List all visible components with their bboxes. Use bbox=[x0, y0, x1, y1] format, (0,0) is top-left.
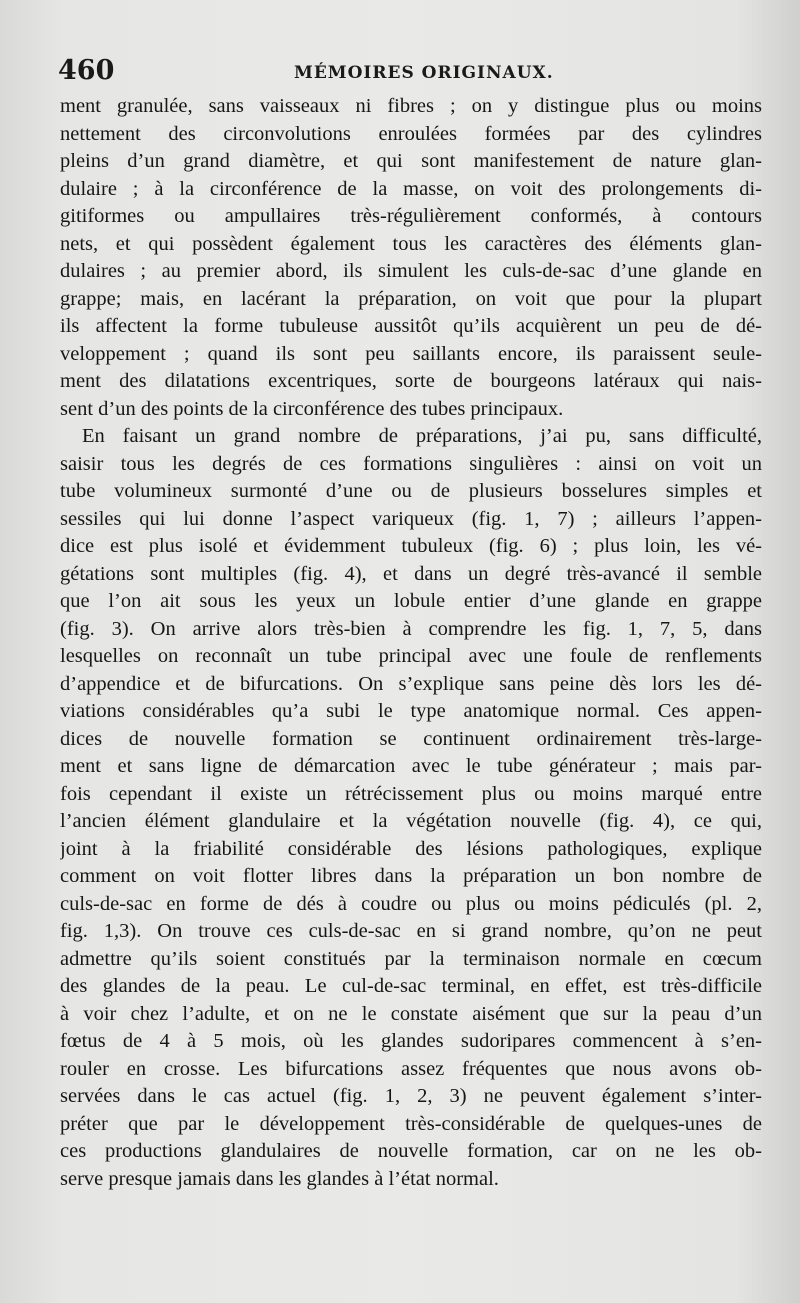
text-line: lesquelles on reconnaît un tube principal avec une foule de renflements bbox=[60, 645, 762, 667]
text-line: préter que par le développement très-considérable de quelques-unes de bbox=[60, 1112, 762, 1135]
text-line: serve presque jamais dans les glandes à l’état normal. bbox=[60, 1167, 499, 1190]
text-line: que l’on ait sous les yeux un lobule entier d’une glande en grappe bbox=[60, 590, 762, 612]
text-line: ment et sans ligne de démarcation avec le tube générateur ; mais par- bbox=[60, 755, 762, 777]
text-line: viations considérables qu’a subi le type anatomique normal. Ces appen- bbox=[60, 700, 762, 722]
text-line: (fig. 3). On arrive alors très-bien à comprendre les fig. 1, 7, 5, dans bbox=[60, 617, 762, 640]
text-line: comment on voit flotter libres dans la préparation un bon nombre de bbox=[60, 865, 762, 887]
text-line: ces productions glandulaires de nouvelle formation, car on ne les ob- bbox=[60, 1140, 762, 1162]
text-line: dulaire ; à la circonférence de la masse, on voit des prolongements di- bbox=[60, 177, 762, 200]
page-header bbox=[58, 54, 740, 88]
text-line: sessiles qui lui donne l’aspect variqueux (fig. 1, 7) ; ailleurs l’appen- bbox=[60, 507, 762, 530]
text-line: gitiformes ou ampullaires très-régulièrement conformés, à contours bbox=[60, 205, 762, 227]
text-line: veloppement ; quand ils sont peu saillants encore, ils paraissent seule- bbox=[60, 342, 762, 365]
page-number: 460 bbox=[58, 55, 115, 86]
text-line: ils affectent la forme tubuleuse aussitôt qu’ils acquièrent un peu de dé- bbox=[60, 315, 762, 337]
text-line: sent d’un des points de la circonférence des tubes principaux. bbox=[60, 397, 564, 420]
text-line: pleins d’un grand diamètre, et qui sont manifestement de nature glan- bbox=[60, 150, 762, 172]
text-line: fig. 1,3). On trouve ces culs-de-sac en si grand nombre, qu’on ne peut bbox=[60, 920, 762, 942]
text-line: gétations sont multiples (fig. 4), et dans un degré très-avancé il semble bbox=[60, 562, 762, 585]
text-line: ment granulée, sans vaisseaux ni fibres ; on y distingue plus ou moins bbox=[60, 95, 762, 117]
text-line: joint à la friabilité considérable des lésions pathologiques, explique bbox=[60, 837, 762, 860]
text-line: nets, et qui possèdent également tous les caractères des éléments glan- bbox=[60, 232, 762, 255]
text-line: d’appendice et de bifurcations. On s’explique sans peine dès lors les dé- bbox=[60, 672, 762, 695]
text-line: En faisant un grand nombre de préparations, j’ai pu, sans difficulté, bbox=[82, 425, 762, 447]
text-line: nettement des circonvolutions enroulées formées par des cylindres bbox=[60, 122, 762, 145]
text-line: fois cependant il existe un rétrécissement plus ou moins marqué entre bbox=[60, 782, 762, 805]
text-line: l’ancien élément glandulaire et la végétation nouvelle (fig. 4), ce qui, bbox=[60, 810, 762, 832]
running-head: MÉMOIRES ORIGINAUX. bbox=[294, 63, 554, 83]
text-line: à voir chez l’adulte, et on ne le constate aisément que sur la peau d’un bbox=[60, 1002, 762, 1025]
text-line: saisir tous les degrés de ces formations singulières : ainsi on voit un bbox=[60, 452, 762, 475]
text-line: rouler en crosse. Les bifurcations assez fréquentes que nous avons ob- bbox=[60, 1057, 762, 1080]
text-line: des glandes de la peau. Le cul-de-sac terminal, en effet, est très-difficile bbox=[60, 975, 762, 997]
text-line: dice est plus isolé et évidemment tubuleux (fig. 6) ; plus loin, les vé- bbox=[60, 535, 762, 557]
text-line: admettre qu’ils soient constitués par la terminaison normale en cœcum bbox=[60, 947, 762, 970]
text-line: servées dans le cas actuel (fig. 1, 2, 3) ne peuvent également s’inter- bbox=[60, 1085, 762, 1107]
text-line: dulaires ; au premier abord, ils simulent les culs-de-sac d’une glande en bbox=[60, 260, 762, 282]
text-line: ment des dilatations excentriques, sorte de bourgeons latéraux qui nais- bbox=[60, 370, 762, 392]
text-line: dices de nouvelle formation se continuent ordinairement très-large- bbox=[60, 727, 762, 750]
text-line: fœtus de 4 à 5 mois, où les glandes sudoripares commencent à s’en- bbox=[60, 1030, 762, 1052]
text-line: culs-de-sac en forme de dés à coudre ou plus ou moins pédiculés (pl. 2, bbox=[60, 892, 762, 915]
text-line: grappe; mais, en lacérant la préparation, on voit que pour la plupart bbox=[60, 287, 762, 310]
body-text bbox=[60, 93, 762, 1193]
text-line: tube volumineux surmonté d’une ou de plusieurs bosselures simples et bbox=[60, 480, 762, 502]
